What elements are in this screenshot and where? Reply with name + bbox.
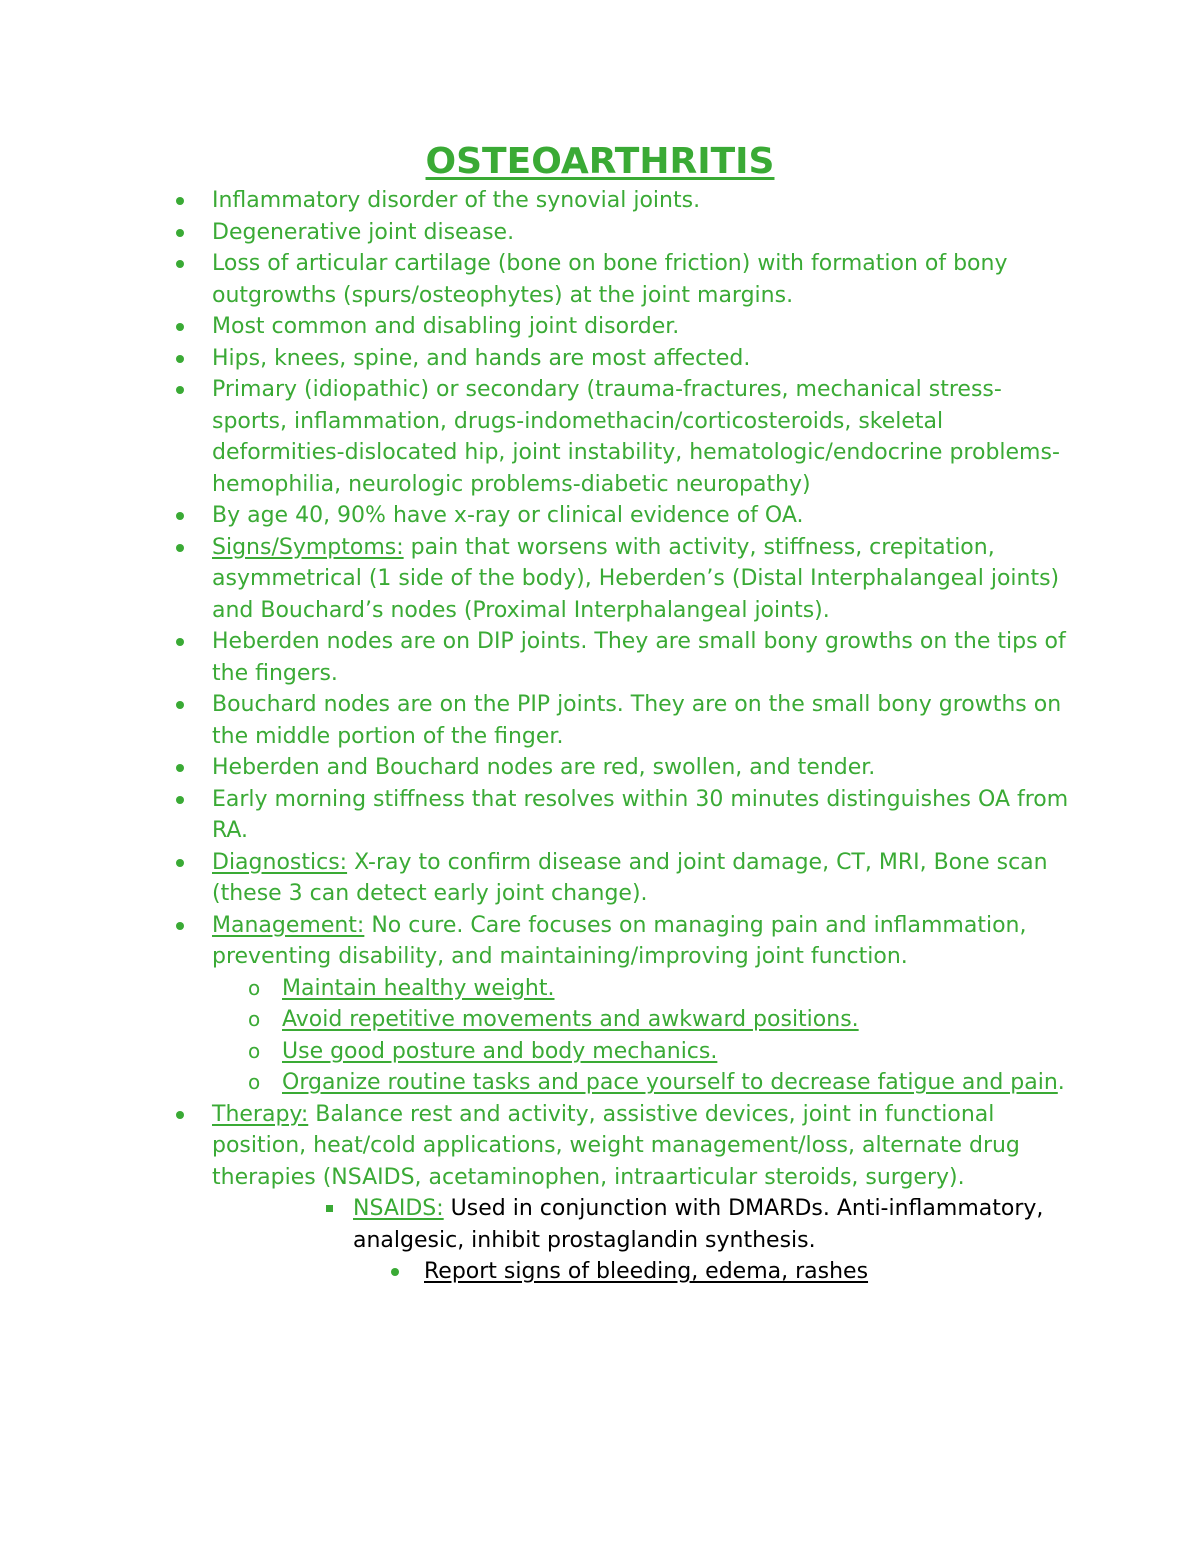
list-item-text: No cure. Care focuses on managing pain and inflammation, preventing disability, and maintaining/improving joint function. <box>212 912 1027 969</box>
list-item-text: Heberden nodes are on DIP joints. They are small bony growths on the tips of the fingers. <box>212 629 1066 686</box>
sub-list-item-suffix: . <box>1057 1070 1065 1095</box>
sub-list-item-text: Organize routine tasks and pace yourself to decrease fatigue and pain <box>282 1070 1058 1095</box>
circle-bullet-icon: o <box>248 1038 261 1063</box>
bullet-icon <box>176 701 184 709</box>
list-item-signs-symptoms <box>172 532 1072 627</box>
bullet-icon <box>176 638 184 646</box>
list-item-text: Used in conjunction with DMARDs. Anti-inflammatory, analgesic, inhibit prostaglandin synthesis. <box>353 1196 1044 1253</box>
bullet-icon <box>176 764 184 772</box>
list-item-text: Degenerative joint disease. <box>212 219 515 245</box>
sub-list-item <box>172 1004 1072 1036</box>
section-label: NSAIDS: <box>353 1196 444 1221</box>
circle-bullet-icon: o <box>248 1070 261 1094</box>
sub-list-item <box>172 1067 1072 1099</box>
bullet-icon <box>176 355 184 363</box>
bullet-icon <box>176 1111 184 1119</box>
bullet-icon <box>176 512 184 520</box>
list-item-text: Balance rest and activity, assistive devices, joint in functional position, heat/cold applications, weight management/loss, alternate drug therapies (NSAIDS, acetaminophen, intraarticular steroids, surgery). <box>212 1101 1020 1190</box>
circle-bullet-icon: o <box>248 1007 261 1031</box>
list-item-text: Bouchard nodes are on the PIP joints. They are on the small bony growths on the middle portion of the finger. <box>212 692 1062 749</box>
list-item-text: pain that worsens with activity, stiffness, crepitation, asymmetrical (1 side of the body), Heberden’s (Distal Interphalangeal joints) and Bouchard’s nodes (Proximal Interphalangeal joints). <box>212 534 1060 623</box>
list-item-text: Most common and disabling joint disorder. <box>212 314 680 339</box>
bullet-icon <box>176 197 184 205</box>
list-item <box>172 343 1072 375</box>
list-item-text: Report signs of bleeding, edema, rashes <box>424 1259 869 1284</box>
list-item-therapy <box>172 1099 1072 1194</box>
list-item <box>172 784 1072 847</box>
list-item <box>172 311 1072 343</box>
list-item-management <box>172 910 1072 973</box>
list-item-diagnostics <box>172 847 1072 910</box>
sub-list-item-text: Avoid repetitive movements and awkward positions. <box>282 1007 859 1032</box>
section-label: Signs/Symptoms: <box>212 534 404 560</box>
list-item <box>172 500 1072 532</box>
section-label: Management: <box>212 912 365 938</box>
section-label: Therapy: <box>212 1101 309 1127</box>
report-item <box>172 1256 1072 1288</box>
list-item <box>172 217 1072 249</box>
sub-list-item-text: Maintain healthy weight. <box>282 975 555 1001</box>
list-item-text: Loss of articular cartilage (bone on bone friction) with formation of bony outgrowths (spurs/osteophytes) at the joint margins. <box>212 251 1008 308</box>
bullet-icon <box>176 323 184 331</box>
content-body <box>172 185 1072 1288</box>
bullet-icon <box>176 260 184 268</box>
list-item <box>172 248 1072 311</box>
list-item-text: X-ray to confirm disease and joint damage, CT, MRI, Bone scan (these 3 can detect early joint change). <box>212 849 1048 906</box>
list-item-text: Inflammatory disorder of the synovial joints. <box>212 188 701 213</box>
bullet-icon <box>176 796 184 804</box>
sub-list-item <box>172 1036 1072 1068</box>
sub-list-item <box>172 973 1072 1005</box>
list-item <box>172 626 1072 689</box>
bullet-icon <box>176 229 184 237</box>
list-item <box>172 185 1072 217</box>
circle-bullet-icon: o <box>248 975 261 1000</box>
list-item-text: Early morning stiffness that resolves within 30 minutes distinguishes OA from RA. <box>212 786 1069 843</box>
list-item <box>172 689 1072 752</box>
nsaids-item <box>172 1193 1072 1256</box>
list-item <box>172 374 1072 500</box>
bullet-icon <box>176 386 184 394</box>
list-item-text: Hips, knees, spine, and hands are most affected. <box>212 345 751 371</box>
list-item-text: Primary (idiopathic) or secondary (trauma-fractures, mechanical stress-sports, inflammation, drugs-indomethacin/corticosteroids, skeletal deformities-dislocated hip, joint instability, hematologic/endocrine problems-hemophilia, neurologic problems-diabetic neuropathy) <box>212 377 1060 497</box>
bullet-icon <box>176 544 184 552</box>
bullet-icon <box>391 1268 399 1276</box>
page-title: OSTEOARTHRITIS <box>425 141 775 182</box>
square-bullet-icon <box>326 1205 333 1212</box>
section-label: Diagnostics: <box>212 849 348 875</box>
sub-list-item-text: Use good posture and body mechanics. <box>282 1038 718 1064</box>
list-item <box>172 752 1072 784</box>
list-item-text: Heberden and Bouchard nodes are red, swollen, and tender. <box>212 755 876 780</box>
bullet-icon <box>176 922 184 930</box>
bullet-icon <box>176 859 184 867</box>
list-item-text: By age 40, 90% have x-ray or clinical evidence of OA. <box>212 503 804 528</box>
